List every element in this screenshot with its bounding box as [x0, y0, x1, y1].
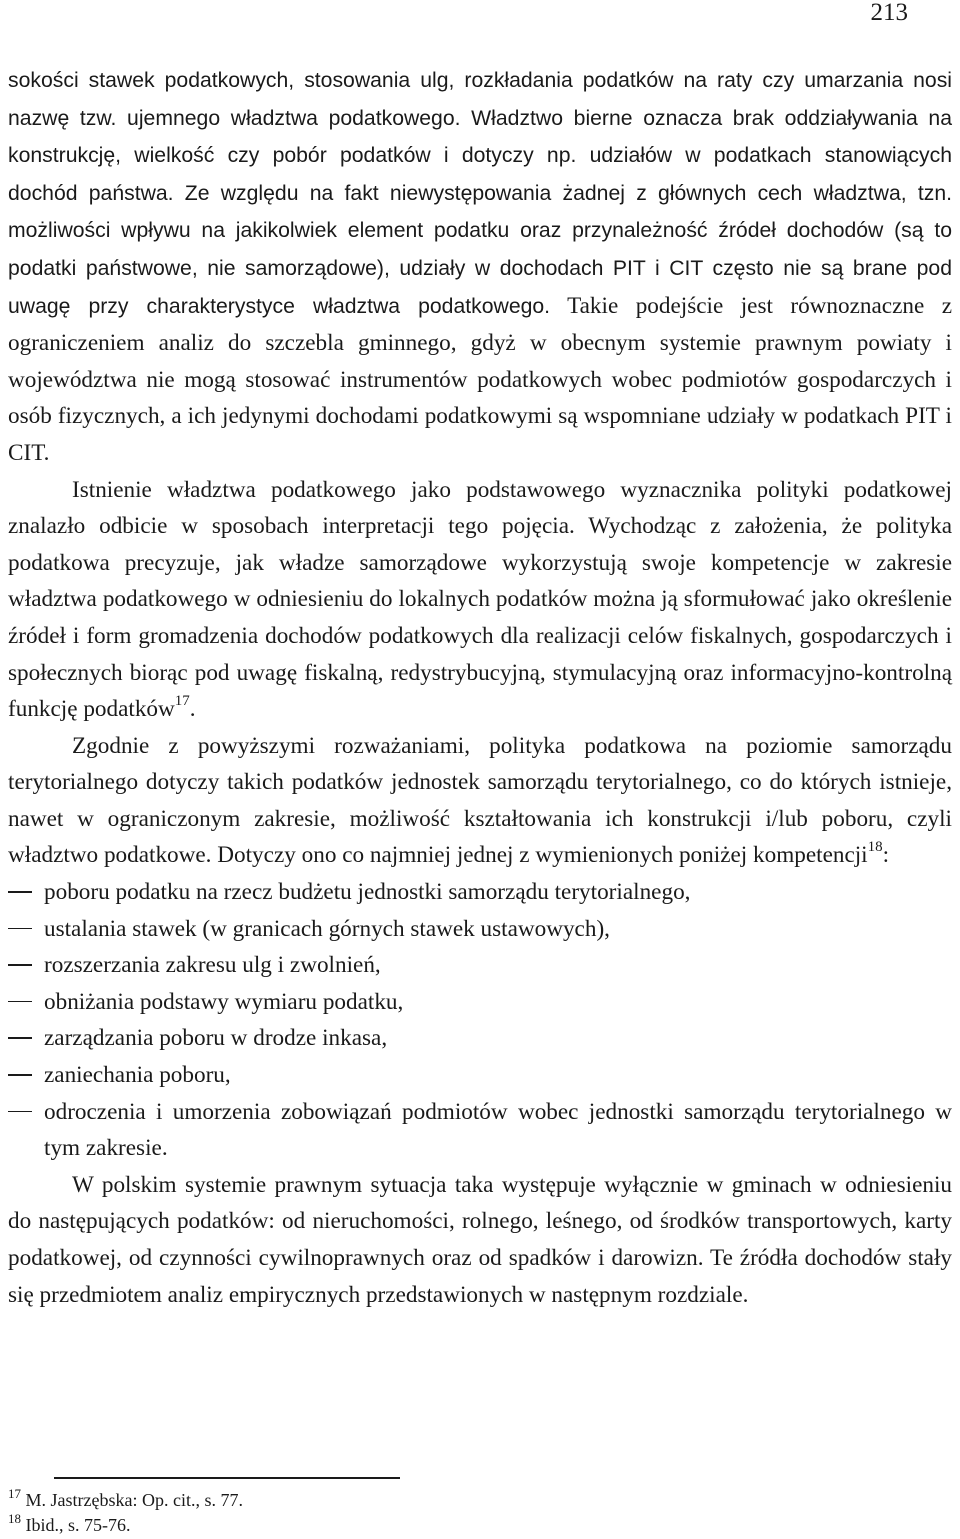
- list-item-text: poboru podatku na rzecz budżetu jednostki samorządu terytorialnego,: [44, 879, 691, 906]
- paragraph-2: [8, 472, 952, 728]
- paragraph-3-text: Zgodnie z powyższymi rozważaniami, polityka podatkowa na poziomie samorządu terytorialnego dotyczy takich podatków jednostek samorządu terytorialnego, co do których istnieje, nawet w ograniczonym zakresie, możliwość kształtowania ich konstrukcji i/lub poboru, czyli władztwo podatkowe. Dotyczy ono co najmniej jednej z wymienionych poniżej kompetencji: [8, 732, 952, 869]
- dash-bullet-icon: [8, 928, 32, 930]
- footnote-number: 17: [8, 1486, 21, 1501]
- list-item-text: odroczenia i umorzenia zobowiązań podmiotów wobec jednostki samorządu terytorialnego w tym zakresie.: [44, 1098, 952, 1162]
- paragraph-2-end: .: [189, 696, 196, 723]
- list-item: [8, 984, 952, 1021]
- list-item: [8, 1094, 952, 1167]
- body-text: [8, 62, 952, 1313]
- paragraph-2-text: Istnienie władztwa podatkowego jako podstawowego wyznacznika polityki podatkowej znalazło odbicie w sposobach interpretacji tego pojęcia. Wychodząc z założenia, że polityka podatkowa precyzuje, jak władze samorządowe wykorzystują swoje kompetencje w zakresie władztwa podatkowego w odniesieniu do lokalnych podatków można ją sformułować jako określenie źródeł i form gromadzenia dochodów podatkowych dla realizacji celów fiskalnych, gospodarczych i społecznych biorąc pod uwagę fiskalną, redystrybucyjną, stymulacyjną oraz informacyjno-kontrolną funkcję podatków: [8, 476, 952, 723]
- page-number: 213: [870, 0, 908, 26]
- list-item: [8, 947, 952, 984]
- paragraph-4: W polskim systemie prawnym sytuacja taka występuje wyłącznie w gminach w odniesieniu do następujących podatków: od nieruchomości, rolnego, leśnego, od środków transportowych, karty podatkowej, od czynności cywilnoprawnych oraz od spadków i darowizn. Te źródła dochodów stały się przedmiotem analiz empirycznych przedstawionych w następnym rozdziale.: [8, 1171, 952, 1308]
- paragraph-1-serif-part: Takie podejście jest równoznaczne z ograniczeniem analiz do szczebla gminnego, gdyż w obecnym systemie prawnym powiaty i województwa nie mogą stosować instrumentów podatkowych wobec podmiotów gospodarczych i osób fizycznych, a ich jedynymi dochodami podatkowymi są wspomniane udziały w podatkach PIT i CIT.: [8, 292, 952, 466]
- list-item-text: obniżania podstawy wymiaru podatku,: [44, 988, 404, 1015]
- list-item: [8, 1020, 952, 1057]
- competence-list: [8, 874, 952, 1167]
- dash-bullet-icon: [8, 1037, 32, 1039]
- dash-bullet-icon: [8, 1111, 32, 1113]
- paragraph-1: [8, 62, 952, 472]
- footnote-number: 18: [8, 1511, 21, 1526]
- list-item: [8, 1057, 952, 1094]
- footnote-ref-17: 17: [174, 693, 190, 710]
- list-item-text: zaniechania poboru,: [44, 1062, 231, 1089]
- list-item: [8, 911, 952, 948]
- paragraph-3-end: :: [882, 842, 890, 869]
- footnotes: [8, 1488, 808, 1538]
- list-item-text: rozszerzania zakresu ulg i zwolnień,: [44, 952, 381, 979]
- dash-bullet-icon: [8, 964, 32, 966]
- footnote-text: Ibid., s. 75-76.: [21, 1515, 131, 1535]
- footnote-17: [8, 1488, 808, 1513]
- paragraph-3: [8, 728, 952, 874]
- list-item-text: zarządzania poboru w drodze inkasa,: [44, 1025, 388, 1052]
- dash-bullet-icon: [8, 1001, 32, 1003]
- footnote-text: M. Jastrzębska: Op. cit., s. 77.: [21, 1490, 243, 1510]
- footnote-separator: [54, 1477, 400, 1479]
- list-item: [8, 874, 952, 911]
- footnote-ref-18: 18: [867, 839, 883, 856]
- paragraph-1-sans-part: sokości stawek podatkowych, stosowania ulg, rozkładania podatków na raty czy umarzania nosi nazwę tzw. ujemnego władztwa podatkowego. Władztwo bierne oznacza brak oddziaływania na konstrukcję, wielkość czy pobór podatków i dotyczy np. udziałów w podatkach stanowiących dochód państwa. Ze względu na fakt niewystępowania żadnej z głównych cech władztwa, tzn. możliwości wpływu na jakikolwiek element podatku oraz przynależność źródeł dochodów (są to podatki państwowe, nie samorządowe), udziały w dochodach PIT i CIT często nie są brane pod uwagę przy charakterystyce władztwa podatkowego.: [8, 69, 952, 318]
- footnote-18: [8, 1513, 808, 1538]
- dash-bullet-icon: [8, 1074, 32, 1076]
- dash-bullet-icon: [8, 891, 32, 893]
- list-item-text: ustalania stawek (w granicach górnych stawek ustawowych),: [44, 915, 610, 942]
